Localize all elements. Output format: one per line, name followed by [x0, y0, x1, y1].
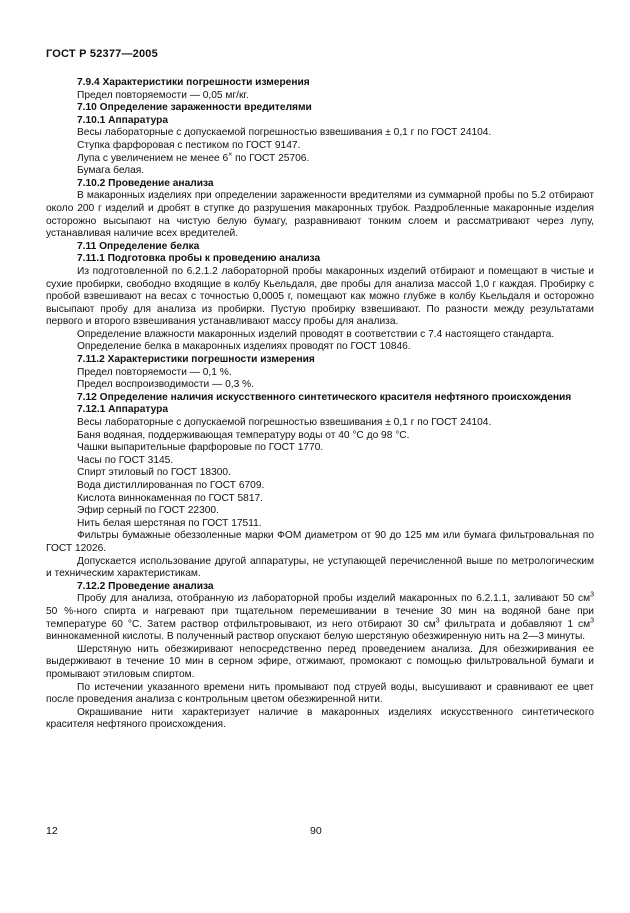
paragraph: Шерстяную нить обезжиривают непосредственно перед проведением анализа. Для обезжиривания ее выдерживают в течение 10 мин в серном эфире, отжимают, промокают с помощью фильтровальной бумаги и промывают этиловым спиртом.: [46, 643, 594, 680]
superscript: 3: [590, 591, 594, 599]
page-number: 12: [46, 825, 58, 837]
paragraph: Эфир серный по ГОСТ 22300.: [77, 505, 219, 517]
paragraph: Вода дистиллированная по ГОСТ 6709.: [77, 480, 265, 491]
text-run: виннокаменной кислоты. В полученный раствор опускают белую шерстяную обезжиренную нить на 2—3 минуты.: [46, 631, 586, 643]
superscript: 3: [435, 617, 440, 625]
paragraph: Нить белая шерстяная по ГОСТ 17511.: [77, 517, 262, 529]
paragraph: Чашки выпарительные фарфоровые по ГОСТ 1770.: [77, 442, 324, 454]
paragraph: [46, 153, 594, 166]
section-heading: 7.12.1 Аппаратура: [77, 404, 169, 416]
paragraph: В макаронных изделиях при определении зараженности вредителями из суммарной пробы по 5.2 отбирают около 200 г изделий и дробят в ступке до разрушения макаронных трубок. Раздробленные макаронные изделия осторожно высыпают на чистую белую бумагу, разравнивают тонким слоем и рассматривают через лупу, устанавливая наличие всех вредителей.: [46, 190, 594, 240]
document-body: [46, 77, 594, 732]
paragraph: Часы по ГОСТ 3145.: [77, 454, 174, 466]
section-heading: 7.12.2 Проведение анализа: [77, 580, 214, 592]
section-heading: 7.11.1 Подготовка пробы к проведению анализа: [77, 253, 321, 265]
paragraph: [46, 593, 594, 643]
superscript: 3: [590, 617, 594, 625]
document-header: ГОСТ Р 52377—2005: [46, 48, 158, 60]
superscript: ×: [228, 151, 233, 159]
paragraph: Определение белка в макаронных изделиях проводят по ГОСТ 10846.: [77, 341, 411, 353]
paragraph: Бумага белая.: [77, 165, 145, 177]
paragraph: Ступка фарфоровая с пестиком по ГОСТ 9147.: [77, 139, 301, 151]
text-run: Пробу для анализа, отобранную из лабораторной пробы изделий макаронных по 6.2.1.1, заливают 50 см: [77, 593, 591, 605]
section-heading: 7.9.4 Характеристики погрешности измерения: [77, 77, 310, 88]
paragraph: Допускается использование другой аппаратуры, не уступающей перечисленной выше по метрологическим и техническим характеристикам.: [46, 555, 594, 580]
paragraph: Предел повторяемости — 0,1 %.: [77, 366, 232, 378]
section-heading: 7.11 Определение белка: [77, 240, 200, 252]
section-heading: 7.10.2 Проведение анализа: [77, 177, 214, 189]
section-heading: 7.10 Определение зараженности вредителями: [77, 102, 312, 114]
paragraph: Весы лабораторные с допускаемой погрешностью взвешивания ± 0,1 г по ГОСТ 24104.: [77, 127, 492, 139]
paragraph: Предел воспроизводимости — 0,3 %.: [77, 379, 254, 391]
text-run: по ГОСТ 25706.: [232, 152, 310, 164]
paragraph: Баня водяная, поддерживающая температуру воды от 40 °С до 98 °С.: [77, 429, 410, 441]
paragraph: Предел повторяемости — 0,05 мг/кг.: [77, 89, 249, 101]
paragraph: Весы лабораторные с допускаемой погрешностью взвешивания ± 0,1 г по ГОСТ 24104.: [77, 417, 492, 429]
text-run: 50 %-ного спирта и нагревают при тщательном перемешивании в течение 30 мин на водяной бане при температуре 60 °С. Затем раствор отфильтровывают, из него отбирают 30 см: [46, 605, 594, 630]
paragraph: Кислота виннокаменная по ГОСТ 5817.: [77, 492, 264, 504]
section-heading: 7.11.2 Характеристики погрешности измерения: [77, 354, 315, 366]
paragraph: Окрашивание нити характеризует наличие в макаронных изделиях искусственного синтетического красителя нефтяного происхождения.: [46, 706, 594, 731]
paragraph: Спирт этиловый по ГОСТ 18300.: [77, 467, 231, 479]
paragraph: Определение влажности макаронных изделий проводят в соответствии с 7.4 настоящего стандарта.: [77, 328, 555, 340]
sheet-number: 90: [310, 825, 322, 837]
paragraph: Из подготовленной по 6.2.1.2 лабораторной пробы макаронных изделий отбирают и помещают в чистые и сухие пробирки, свободно входящие в колбу Кьельдаля, две пробы для анализа массой 1,0 г каждая. Пробирку с пробой взвешивают на весах с точностью 0,0005 г, помещают как можно глубже в колбу Кьельдаля и осторожно высыпают пробу для анализа из пробирки. Пустую пробирку взвешивают. По разности между результатами первого и второго взвешивания устанавливают массу пробы для анализа.: [46, 265, 594, 328]
section-heading: 7.12 Определение наличия искусственного синтетического красителя нефтяного происхождения: [77, 391, 572, 403]
text-run: Лупа с увеличением не менее 6: [77, 152, 229, 164]
paragraph: Фильтры бумажные обеззоленные марки ФОМ диаметром от 90 до 125 мм или бумага фильтровальная по ГОСТ 12026.: [46, 530, 594, 554]
section-heading: 7.10.1 Аппаратура: [77, 114, 169, 126]
text-run: фильтрата и добавляют 1 см: [439, 618, 591, 630]
paragraph: По истечении указанного времени нить промывают под струей воды, высушивают и сравнивают ее цвет после проведения анализа с контрольным цветом обезжиренной нити.: [46, 681, 594, 706]
